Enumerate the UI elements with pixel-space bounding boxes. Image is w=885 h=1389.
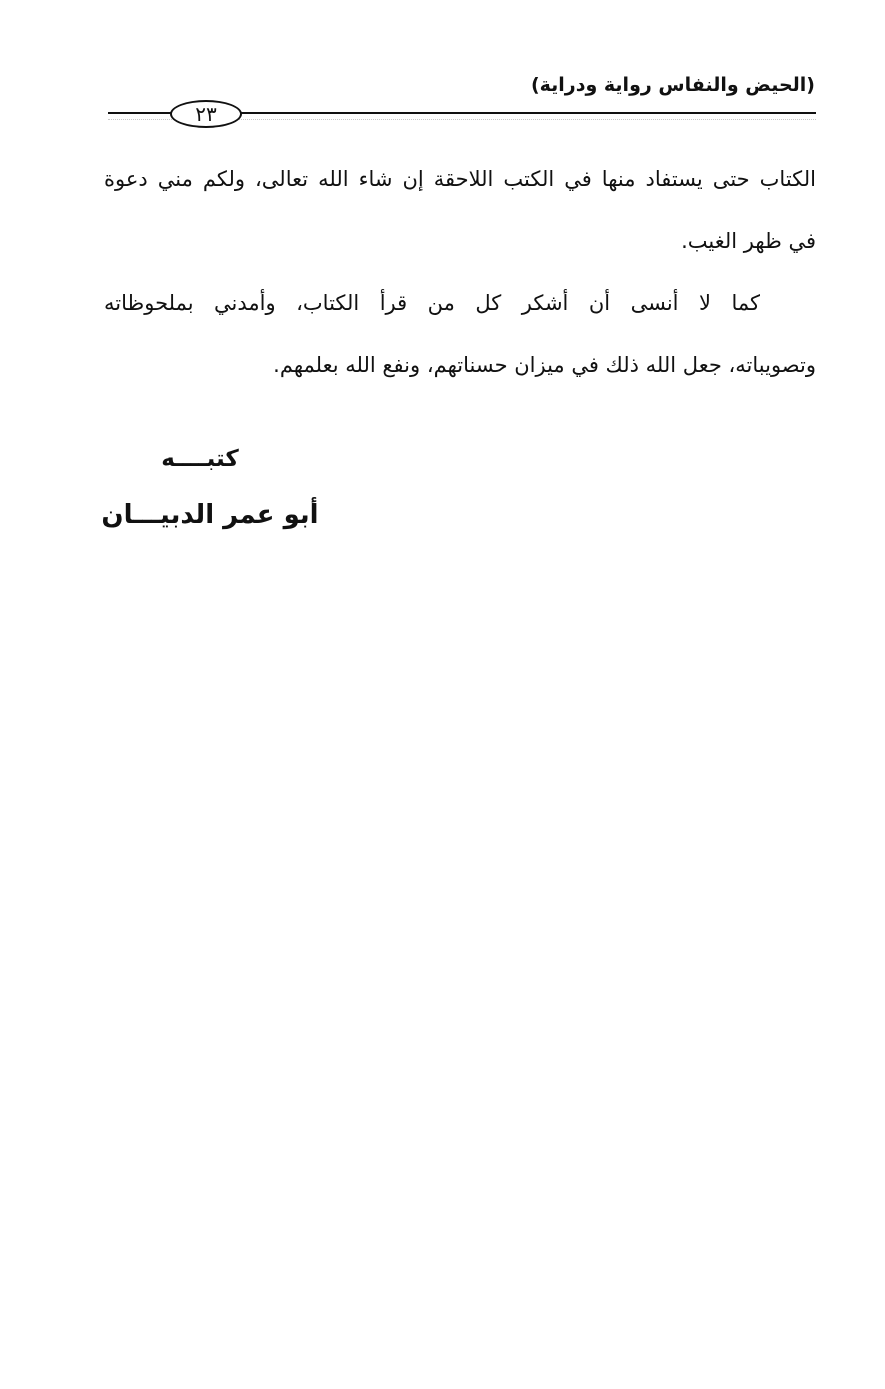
body-text	[104, 148, 816, 396]
paragraph-1-line-2: في ظهر الغيب.	[681, 229, 816, 253]
signature-name: أبو عمر الدبيـــان	[101, 500, 319, 530]
signature-label: كتبــــه	[161, 446, 239, 472]
page-number: ٢٣	[170, 100, 242, 128]
paragraph-2-line-2: وتصويباته، جعل الله ذلك في ميزان حسناتهم، ونفع الله بعلمهم.	[273, 353, 816, 377]
paragraph-1-line-1: الكتاب حتى يستفاد منها في الكتب اللاحقة إن شاء الله تعالى، ولكم مني دعوة	[104, 167, 816, 191]
running-title: (الحيض والنفاس رواية ودراية)	[530, 74, 815, 96]
paragraph-2-line-1: كما لا أنسى أن أشكر كل من قرأ الكتاب، وأمدني بملحوظاته	[104, 291, 760, 315]
